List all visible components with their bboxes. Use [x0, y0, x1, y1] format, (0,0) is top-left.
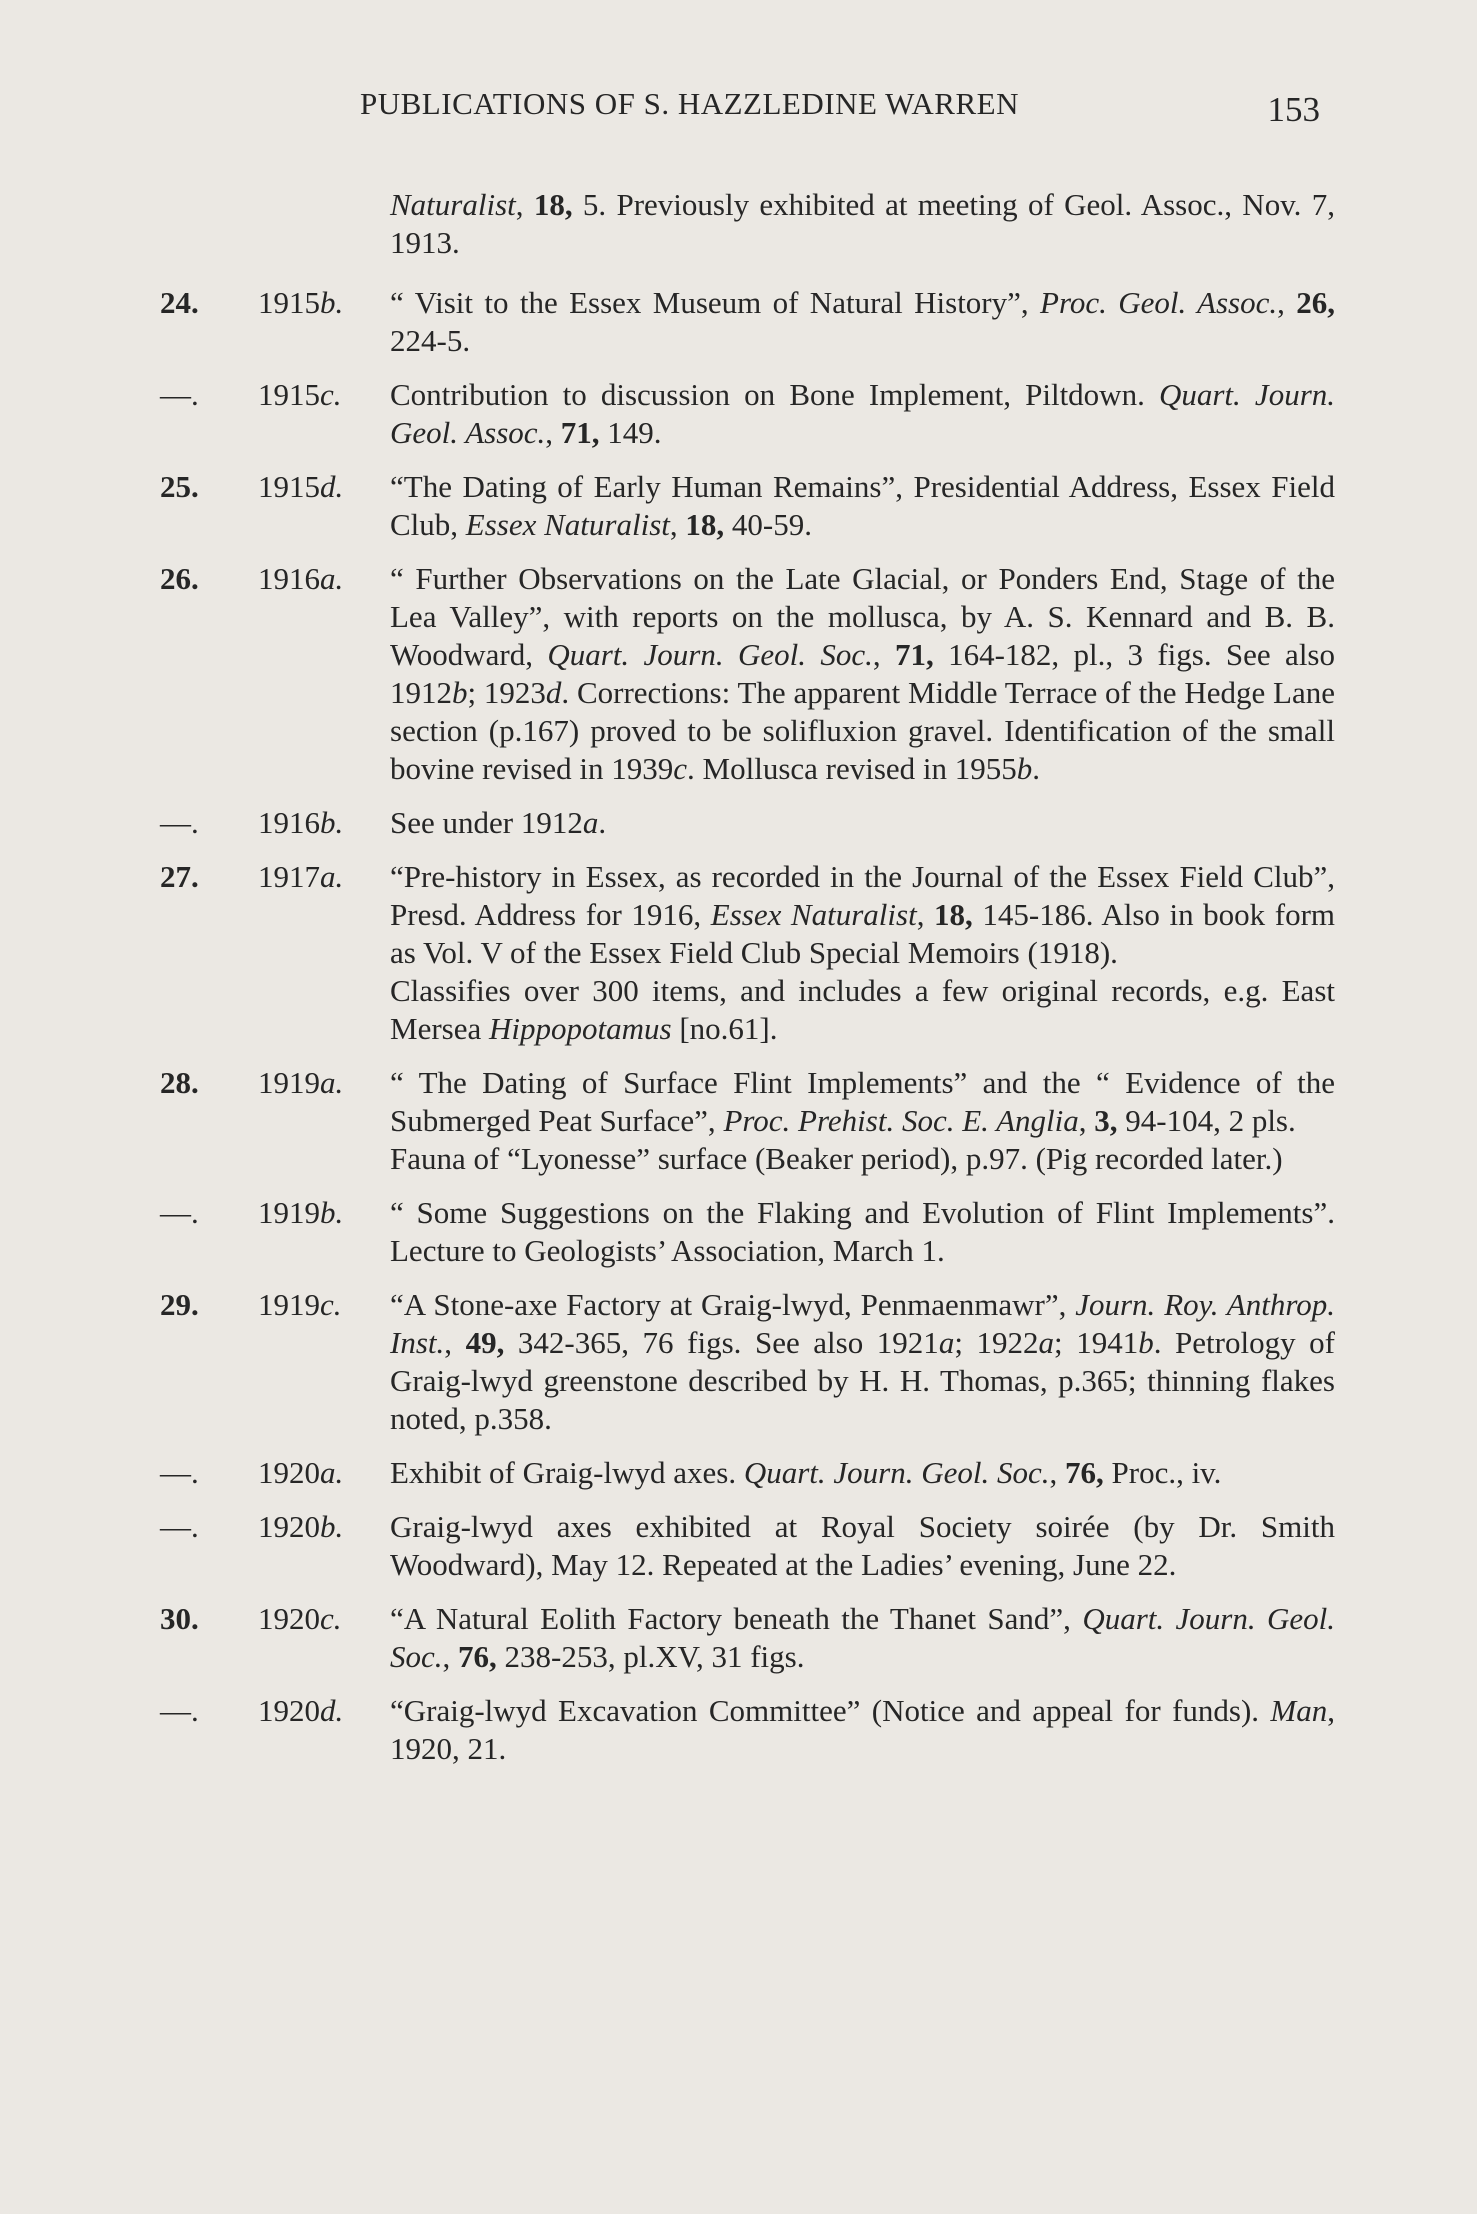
entry-citation	[390, 1600, 1335, 1676]
entry-date	[258, 1454, 343, 1492]
entry-citation	[390, 1194, 1335, 1270]
citation-text	[390, 560, 1335, 788]
citation-note	[390, 1140, 1335, 1178]
text-segment: ,	[916, 897, 935, 932]
entry-year: 1919	[258, 1065, 320, 1100]
citation-text	[390, 1508, 1335, 1584]
entry-citation	[390, 804, 1335, 842]
text-segment: Essex Naturalist	[465, 507, 670, 542]
citation-text	[390, 1600, 1335, 1676]
text-segment: ; 1941	[1054, 1325, 1139, 1360]
text-segment: “ The Dating of Surface Flint Implements” and the “ Evidence of the Submerged Peat Surface”,	[390, 1065, 1335, 1138]
text-segment: “A Natural Eolith Factory beneath the Thanet Sand”,	[390, 1601, 1083, 1636]
text-segment: 164-182, pl., 3 figs. See also 1912	[390, 637, 1335, 710]
text-segment: Quart. Journ. Geol. Soc.	[390, 1601, 1335, 1674]
text-segment: Journ. Roy. Anthrop. Inst.	[390, 1287, 1335, 1360]
text-segment: a	[582, 805, 599, 840]
text-segment: Man	[1270, 1693, 1328, 1728]
entry-date-suffix: a.	[320, 1065, 344, 1100]
text-segment: ,	[1277, 285, 1297, 320]
entry-year: 1920	[258, 1693, 320, 1728]
text-segment: ,	[515, 187, 534, 222]
entry-date	[258, 468, 343, 506]
citation-text	[390, 186, 1335, 262]
bibliography-entry	[160, 858, 1335, 1048]
text-segment: ,	[669, 507, 686, 542]
entry-date-suffix: c.	[320, 1287, 342, 1322]
text-segment: See under 1912	[390, 805, 583, 840]
text-segment: 145-186. Also in book form as Vol. V of the Essex Field Club Special Memoirs (1918).	[390, 897, 1336, 970]
entry-date-suffix: b.	[320, 285, 344, 320]
entry-year: 1916	[258, 805, 320, 840]
citation-text	[390, 1194, 1335, 1270]
bibliography-list	[160, 186, 1335, 1784]
bibliography-entry	[160, 1286, 1335, 1438]
text-segment: Proc., iv.	[1103, 1455, 1222, 1490]
entry-year: 1915	[258, 469, 320, 504]
bibliography-entry	[160, 1064, 1335, 1178]
text-segment: ,	[1078, 1103, 1095, 1138]
bibliography-entry	[160, 376, 1335, 452]
entry-date-suffix: d.	[320, 1693, 344, 1728]
text-segment: 71,	[894, 637, 934, 672]
citation-text	[390, 858, 1335, 972]
page-number: 153	[1267, 90, 1320, 129]
text-segment: ,	[1049, 1455, 1065, 1490]
entry-date	[258, 1194, 343, 1232]
text-segment: Fauna of “Lyonesse” surface (Beaker period), p.97. (Pig recorded later.)	[390, 1141, 1283, 1176]
citation-text	[390, 376, 1335, 452]
text-segment: 224-5.	[390, 323, 471, 358]
bibliography-entry	[160, 284, 1335, 360]
page-header	[360, 86, 1320, 134]
entry-date-suffix: c.	[320, 1601, 342, 1636]
text-segment: .	[598, 805, 607, 840]
text-segment: ,	[444, 1325, 466, 1360]
text-segment: 49,	[465, 1325, 505, 1360]
bibliography-entry	[160, 186, 1335, 262]
entry-number: 24.	[160, 285, 199, 320]
text-segment: 3,	[1094, 1103, 1118, 1138]
entry-year: 1920	[258, 1455, 320, 1490]
entry-citation	[390, 376, 1335, 452]
text-segment: 149.	[599, 415, 662, 450]
bibliography-entry	[160, 1692, 1335, 1768]
text-segment: a	[1038, 1325, 1055, 1360]
entry-date	[258, 1286, 342, 1324]
entry-citation	[390, 1064, 1335, 1178]
bibliography-entry	[160, 804, 1335, 842]
entry-year: 1917	[258, 859, 320, 894]
entry-date	[258, 858, 343, 896]
citation-text	[390, 1692, 1335, 1768]
entry-number: —.	[160, 1455, 199, 1490]
text-segment: Naturalist	[390, 187, 516, 222]
text-segment: ,	[442, 1639, 459, 1674]
text-segment: ,	[545, 415, 561, 450]
text-segment: 26,	[1296, 285, 1336, 320]
text-segment: Quart. Journ. Geol. Assoc.	[390, 377, 1336, 450]
text-segment: 18,	[533, 187, 573, 222]
entry-date-suffix: b.	[320, 1195, 344, 1230]
text-segment: 238-253, pl.XV, 31 figs.	[496, 1639, 805, 1674]
text-segment: , 1920, 21.	[390, 1693, 1335, 1766]
entry-year: 1915	[258, 377, 320, 412]
text-segment: Exhibit of Graig-lwyd axes.	[390, 1455, 744, 1490]
bibliography-entry	[160, 560, 1335, 788]
entry-number: 29.	[160, 1287, 199, 1322]
citation-text	[390, 284, 1335, 360]
citation-note	[390, 972, 1335, 1048]
text-segment: Quart. Journ. Geol. Soc.	[743, 1455, 1050, 1490]
entry-citation	[390, 284, 1335, 360]
text-segment: 94-104, 2 pls.	[1117, 1103, 1296, 1138]
text-segment: Classifies over 300 items, and includes a few original records, e.g. East Mersea	[390, 973, 1335, 1046]
entry-citation	[390, 186, 1335, 262]
entry-date-suffix: d.	[320, 469, 344, 504]
citation-text	[390, 468, 1335, 544]
text-segment: Proc. Geol. Assoc.	[1040, 285, 1278, 320]
entry-citation	[390, 1286, 1335, 1438]
entry-date-suffix: a.	[320, 1455, 344, 1490]
entry-year: 1920	[258, 1509, 320, 1544]
text-segment: Quart. Journ. Geol. Soc.	[547, 637, 873, 672]
text-segment: “ Some Suggestions on the Flaking and Evolution of Flint Implements”. Lecture to Geologists’ Association, March 1.	[390, 1195, 1335, 1268]
text-segment: ,	[872, 637, 895, 672]
entry-number: 27.	[160, 859, 199, 894]
text-segment: 5. Previously exhibited at meeting of Geol. Assoc., Nov. 7, 1913.	[390, 187, 1335, 260]
entry-date	[258, 1064, 343, 1102]
text-segment: . Mollusca revised in 1955	[687, 751, 1017, 786]
entry-year: 1919	[258, 1287, 320, 1322]
text-segment: “A Stone-axe Factory at Graig-lwyd, Penmaenmawr”,	[390, 1287, 1076, 1322]
entry-date	[258, 1600, 342, 1638]
text-segment: “The Dating of Early Human Remains”, Presidential Address, Essex Field Club,	[390, 469, 1335, 542]
text-segment: . Corrections: The apparent Middle Terrace of the Hedge Lane section (p.167) proved to be solifluxion gravel. Identification of the small bovine revised in 1939	[390, 675, 1335, 786]
text-segment: a	[938, 1325, 955, 1360]
entry-year: 1920	[258, 1601, 320, 1636]
text-segment: 18,	[934, 897, 973, 932]
text-segment: b	[1016, 751, 1033, 786]
entry-citation	[390, 858, 1335, 1048]
text-segment: Graig-lwyd axes exhibited at Royal Society soirée (by Dr. Smith Woodward), May 12. Repeated at the Ladies’ evening, June 22.	[390, 1509, 1335, 1582]
entry-number: —.	[160, 377, 199, 412]
text-segment: [no.61].	[671, 1011, 778, 1046]
bibliography-entry	[160, 1508, 1335, 1584]
text-segment: “Pre-history in Essex, as recorded in the Journal of the Essex Field Club”, Presd. Address for 1916,	[390, 859, 1335, 932]
text-segment: 40-59.	[724, 507, 812, 542]
entry-number: 26.	[160, 561, 199, 596]
bibliography-entry	[160, 1194, 1335, 1270]
entry-citation	[390, 1508, 1335, 1584]
text-segment: ; 1923	[467, 675, 546, 710]
entry-citation	[390, 1692, 1335, 1768]
text-segment: Essex Naturalist	[710, 897, 917, 932]
bibliography-entry	[160, 468, 1335, 544]
entry-date-suffix: a.	[320, 859, 344, 894]
entry-citation	[390, 560, 1335, 788]
entry-number: 30.	[160, 1601, 199, 1636]
text-segment: Hippopotamus	[488, 1011, 672, 1046]
entry-date	[258, 1692, 343, 1730]
entry-citation	[390, 468, 1335, 544]
text-segment: “ Further Observations on the Late Glacial, or Ponders End, Stage of the Lea Valley”, with reports on the mollusca, by A. S. Kennard and B. B. Woodward,	[390, 561, 1335, 672]
citation-text	[390, 1286, 1335, 1438]
citation-text	[390, 1064, 1335, 1140]
entry-date-suffix: b.	[320, 1509, 344, 1544]
entry-citation	[390, 1454, 1335, 1492]
text-segment: 18,	[685, 507, 725, 542]
entry-number: —.	[160, 1195, 199, 1230]
bibliography-entry	[160, 1600, 1335, 1676]
entry-year: 1916	[258, 561, 320, 596]
text-segment: . Petrology of Graig-lwyd greenstone described by H. H. Thomas, p.365; thinning flakes noted, p.358.	[390, 1325, 1335, 1436]
text-segment: b	[1138, 1325, 1154, 1360]
entry-number: —.	[160, 805, 199, 840]
text-segment: Contribution to discussion on Bone Implement, Piltdown.	[390, 377, 1159, 412]
entry-date	[258, 1508, 343, 1546]
text-segment: b	[452, 675, 468, 710]
entry-number: —.	[160, 1693, 199, 1728]
entry-date-suffix: a.	[320, 561, 344, 596]
text-segment: 71,	[560, 415, 600, 450]
entry-date-suffix: c.	[320, 377, 342, 412]
entry-number: 25.	[160, 469, 199, 504]
entry-date	[258, 376, 342, 414]
entry-number: —.	[160, 1509, 199, 1544]
text-segment: .	[1032, 751, 1041, 786]
citation-text	[390, 804, 1335, 842]
bibliography-entry	[160, 1454, 1335, 1492]
entry-date	[258, 284, 343, 322]
text-segment: 76,	[458, 1639, 497, 1674]
text-segment: d	[545, 675, 562, 710]
text-segment: 76,	[1065, 1455, 1104, 1490]
entry-year: 1915	[258, 285, 320, 320]
entry-number: 28.	[160, 1065, 199, 1100]
text-segment: “Graig-lwyd Excavation Committee” (Notice and appeal for funds).	[390, 1693, 1271, 1728]
text-segment: 342-365, 76 figs. See also 1921	[504, 1325, 939, 1360]
entry-year: 1919	[258, 1195, 320, 1230]
citation-text	[390, 1454, 1335, 1492]
text-segment: “ Visit to the Essex Museum of Natural History”,	[390, 285, 1041, 320]
entry-date	[258, 560, 343, 598]
entry-date	[258, 804, 343, 842]
running-title: PUBLICATIONS OF S. HAZZLEDINE WARREN	[360, 86, 1019, 121]
text-segment: c	[673, 751, 688, 786]
text-segment: Proc. Prehist. Soc. E. Anglia	[723, 1103, 1079, 1138]
text-segment: ; 1922	[954, 1325, 1039, 1360]
entry-date-suffix: b.	[320, 805, 344, 840]
